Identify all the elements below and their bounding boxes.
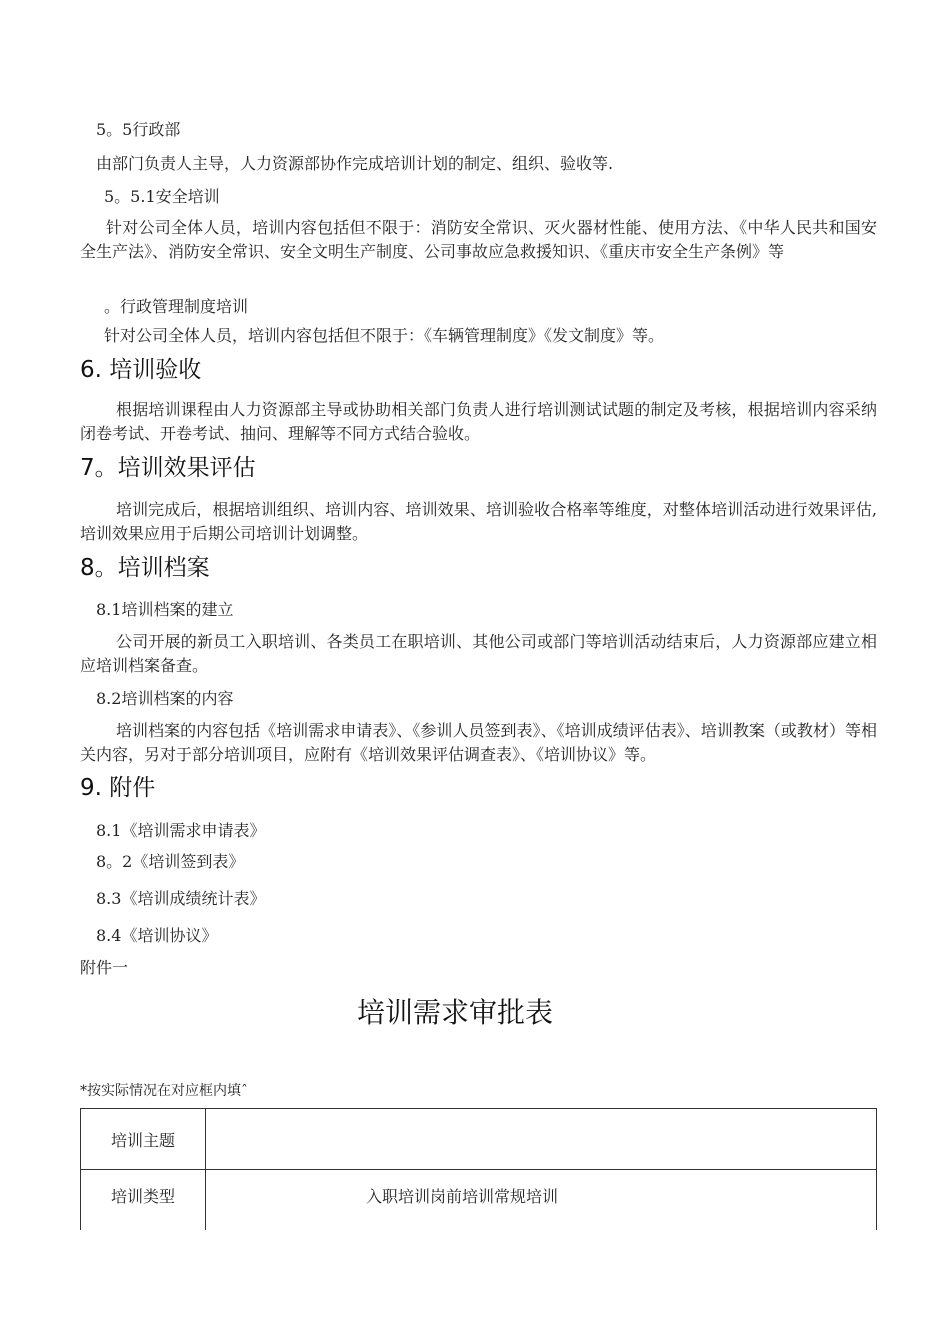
attachment-label: 附件一 — [80, 958, 129, 977]
section-7-heading: 7。培训效果评估 — [80, 455, 256, 481]
section-9-heading: 9. 附件 — [80, 775, 156, 801]
form-value-type[interactable]: 入职培训岗前培训常规培训 — [206, 1170, 877, 1231]
form-title: 培训需求审批表 — [356, 996, 553, 1029]
form-label-type: 培训类型 — [81, 1170, 206, 1231]
form-note: *按实际情况在对应框内填ˆ — [80, 1083, 248, 1099]
attachment-list-item: 8。2《培训签到表》 — [96, 852, 245, 871]
section-5-5-body: 由部门负责人主导，人力资源部协作完成培训计划的制定、组织、验收等. — [96, 154, 614, 173]
section-7-body: 培训完成后，根据培训组织、培训内容、培训效果、培训验收合格率等维度，对整体培训活动进行效果评估,培训效果应用于后期公司培训计划调整。 — [80, 500, 877, 543]
section-8-heading: 8。培训档案 — [80, 555, 210, 581]
form-row-topic — [81, 1109, 877, 1170]
section-5-5-2-body: 针对公司全体人员，培训内容包括但不限于：《车辆管理制度》《发文制度》等。 — [104, 326, 665, 345]
section-8-1-heading: 8.1培训档案的建立 — [96, 600, 234, 619]
training-request-form — [80, 1108, 877, 1230]
section-5-5-1-body: 针对公司全体人员，培训内容包括但不限于：消防安全常识、灭火器材性能、使用方法、《中华人民共和国安全生产法》、消防安全常识、安全文明生产制度、公司事故应急救援知识、《重庆市安全生产条例》等 — [80, 218, 877, 261]
form-row-type — [81, 1170, 877, 1231]
section-5-5-1-heading: 5。5.1安全培训 — [104, 187, 220, 206]
section-8-2-heading: 8.2培训档案的内容 — [96, 689, 234, 708]
section-6-heading: 6. 培训验收 — [80, 357, 202, 383]
attachment-list-item: 8.4《培训协议》 — [96, 926, 218, 945]
form-value-topic[interactable] — [206, 1109, 877, 1170]
section-8-2-body: 培训档案的内容包括《培训需求申请表》、《参训人员签到表》、《培训成绩评估表》、培训教案（或教材）等相关内容，另对于部分培训项目，应附有《培训效果评估调查表》、《培训协议》等。 — [80, 721, 877, 764]
attachment-list-item: 8.3《培训成绩统计表》 — [96, 889, 266, 908]
attachment-list-item: 8.1《培训需求申请表》 — [96, 821, 266, 840]
section-8-1-body: 公司开展的新员工入职培训、各类员工在职培训、其他公司或部门等培训活动结束后，人力资源部应建立相应培训档案备查。 — [80, 632, 877, 675]
section-5-5-2-heading: 。行政管理制度培训 — [104, 297, 249, 316]
section-5-5-heading: 5。5行政部 — [96, 120, 181, 139]
form-label-topic: 培训主题 — [81, 1109, 206, 1170]
section-6-body: 根据培训课程由人力资源部主导或协助相关部门负责人进行培训测试试题的制定及考核，根据培训内容采纳闭卷考试、开卷考试、抽问、理解等不同方式结合验收。 — [80, 400, 877, 443]
